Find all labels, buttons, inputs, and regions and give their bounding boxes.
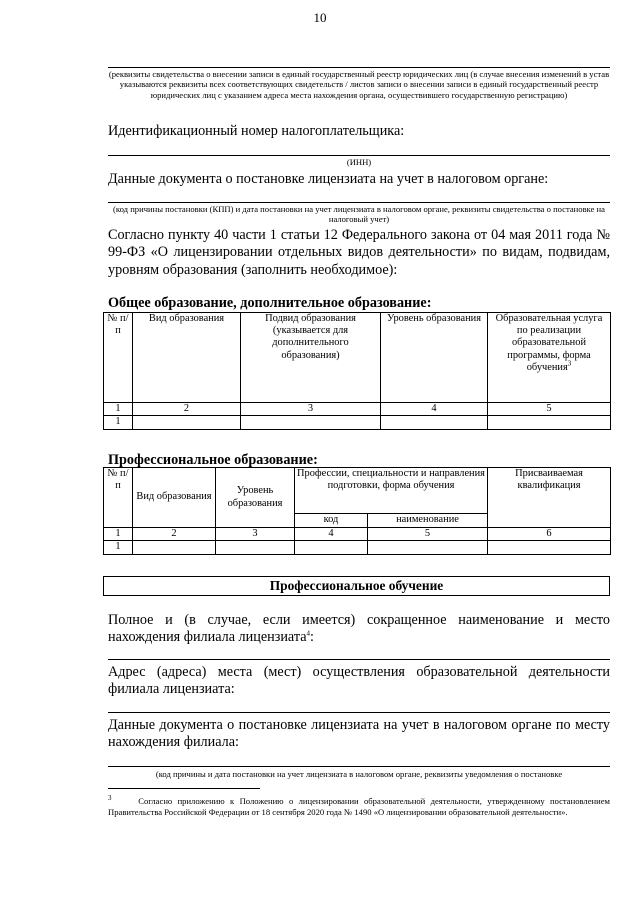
number-cell: 2 — [133, 403, 241, 416]
table-number-row — [104, 403, 611, 416]
subheader-cell-code: код — [295, 514, 368, 528]
kpp-caption: (код причины постановки (КПП) и дата постановки на учет лицензиата в налоговом органе, реквизиты свидетельства о постановке на налоговый учет) — [113, 204, 605, 225]
tax-doc-line[interactable] — [108, 202, 610, 203]
header-cell-service — [488, 313, 611, 403]
intro-paragraph: Согласно пункту 40 части 1 статьи 12 Федерального закона от 04 мая 2011 года № 99-ФЗ «О лицензировании отдельных видов деятельности» по видам, подвидам, уровням образования (заполнить необходимое): — [108, 227, 610, 278]
professional-education-table — [103, 467, 611, 555]
data-cell[interactable] — [133, 541, 216, 555]
header-cell-num: № п/п — [104, 313, 133, 403]
number-cell: 5 — [488, 403, 611, 416]
registry-line — [108, 67, 610, 68]
table-row[interactable] — [104, 416, 611, 430]
table-header-row — [104, 313, 611, 403]
general-education-table — [103, 312, 611, 430]
header-cell-kind: Вид образования — [133, 468, 216, 528]
data-cell[interactable] — [488, 541, 611, 555]
table-row[interactable] — [104, 541, 611, 555]
row-number-cell: 1 — [104, 416, 133, 430]
registry-caption: (реквизиты свидетельства о внесении записи в единый государственный реестр юридических лиц (в случае внесения изменений в устав указываются реквизиты всех соответствующих свидетельств / листов записи о внесении записи в единый государственный реестр юридических лиц с указанием адреса места нахождения органа, осуществившего государственную регистрацию) — [108, 69, 610, 100]
header-cell-level: Уровень образования — [381, 313, 488, 403]
data-cell[interactable] — [216, 541, 295, 555]
footnote-number: 3 — [108, 794, 112, 803]
data-cell[interactable] — [133, 416, 241, 430]
branch-tax-label: Данные документа о постановке лицензиата на учет в налоговом органе по месту нахождения филиала: — [108, 717, 610, 751]
professional-training-title: Профессиональное обучение — [103, 576, 610, 596]
table-header-row — [104, 468, 611, 514]
number-cell: 1 — [104, 528, 133, 541]
header-cell-subkind: Подвид образования (указывается для дополнительного образования) — [241, 313, 381, 403]
tax-doc-label: Данные документа о постановке лицензиата на учет в налоговом органе: — [108, 171, 549, 187]
inn-caption: (ИНН) — [346, 157, 372, 167]
inn-label: Идентификационный номер налогоплательщика: — [108, 123, 405, 139]
number-cell: 4 — [381, 403, 488, 416]
data-cell[interactable] — [488, 416, 611, 430]
footnote — [108, 796, 610, 817]
professional-education-heading: Профессиональное образование: — [108, 452, 318, 468]
header-cell-specialties: Профессии, специальности и направления подготовки, форма обучения — [295, 468, 488, 514]
page-number: 10 — [313, 10, 327, 25]
branch-name-label: Полное и (в случае, если имеется) сокращенное наименование и место нахождения филиала лицензиата — [108, 612, 610, 646]
data-cell[interactable] — [295, 541, 368, 555]
branch-tax-line[interactable] — [108, 766, 610, 767]
branch-name-paragraph: Полное и (в случае, если имеется) сокращенное наименование и место нахождения филиала лицензиата$^4$: — [108, 612, 610, 646]
branch-kpp-caption: (код причины и дата постановки на учет лицензиата в налоговом органе, реквизиты уведомления о постановке — [155, 769, 563, 779]
branch-name-line[interactable] — [108, 659, 610, 660]
footnote-separator — [108, 788, 260, 789]
branch-address-label: Адрес (адреса) места (мест) осуществления образовательной деятельности филиала лицензиата: — [108, 664, 610, 698]
header-cell-service-text: Образовательная услуга по реализации образовательной программы, форма обучения — [495, 313, 603, 373]
data-cell[interactable] — [241, 416, 381, 430]
footnote-text: Согласно приложению к Положению о лицензировании образовательной деятельности, утвержденному постановлением Правительства Российской Федерации от 18 сентября 2020 года № 1490 «О лицензировании образовательной деятельности». — [108, 796, 610, 817]
number-cell: 6 — [488, 528, 611, 541]
footnote-ref-4: 4 — [306, 629, 311, 638]
subheader-cell-name: наименование — [368, 514, 488, 528]
data-cell[interactable] — [368, 541, 488, 555]
header-cell-level: Уровень образования — [216, 468, 295, 528]
table-number-row — [104, 528, 611, 541]
branch-address-line[interactable] — [108, 712, 610, 713]
inn-line[interactable] — [108, 155, 610, 156]
number-cell: 2 — [133, 528, 216, 541]
data-cell[interactable] — [381, 416, 488, 430]
number-cell: 5 — [368, 528, 488, 541]
row-number-cell: 1 — [104, 541, 133, 555]
number-cell: 1 — [104, 403, 133, 416]
general-education-heading: Общее образование, дополнительное образование: — [108, 295, 432, 311]
number-cell: 4 — [295, 528, 368, 541]
header-cell-qualification: Присваиваемая квалификация — [488, 468, 611, 528]
footnote-ref-3: 3 — [567, 359, 572, 368]
number-cell: 3 — [216, 528, 295, 541]
header-cell-num: № п/п — [104, 468, 133, 528]
number-cell: 3 — [241, 403, 381, 416]
header-cell-kind: Вид образования — [133, 313, 241, 403]
